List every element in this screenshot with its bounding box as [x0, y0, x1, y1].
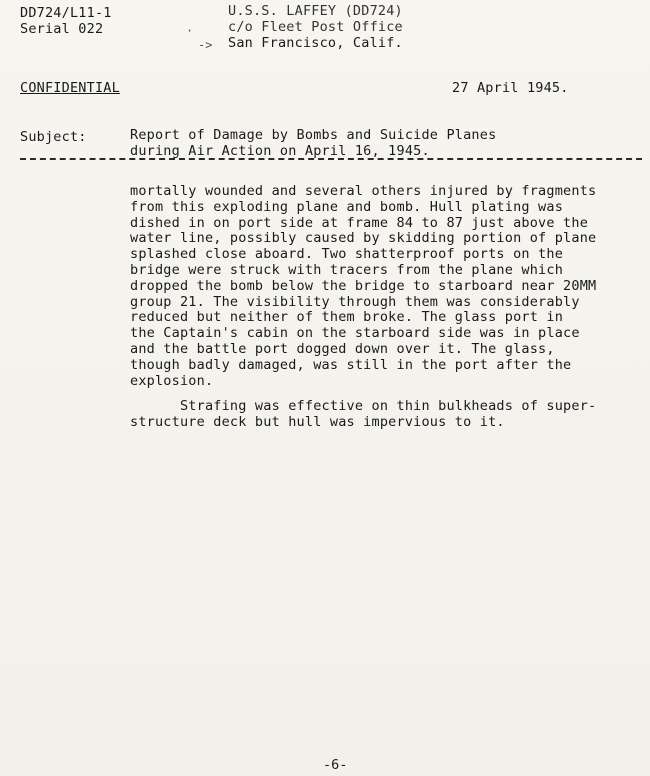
subject-line-1: Report of Damage by Bombs and Suicide Planes: [130, 127, 497, 143]
body-text-line: Strafing was effective on thin bulkheads of super-: [130, 398, 597, 414]
classification-label: CONFIDENTIAL: [20, 80, 120, 96]
ship-address-line1: c/o Fleet Post Office: [228, 19, 403, 35]
stray-mark-dot: ·: [186, 24, 194, 38]
reference-number: DD724/L11-1: [20, 5, 112, 21]
ship-address-line2: San Francisco, Calif.: [228, 35, 403, 51]
stray-mark-dash: ->: [198, 38, 213, 52]
body-text-line: explosion.: [130, 372, 214, 389]
dashed-separator: [20, 158, 642, 160]
body-text-line: water line, possibly caused by skidding portion of plane: [130, 230, 597, 247]
body-paragraph-2: [130, 399, 630, 431]
body-text-line: dished in on port side at frame 84 to 87 just above the: [130, 214, 589, 231]
body-text-line: group 21. The visibility through them was considerably: [130, 293, 580, 310]
body-text-line: structure deck but hull was impervious to it.: [130, 413, 505, 430]
ship-name: U.S.S. LAFFEY (DD724): [228, 3, 403, 19]
serial-number: Serial 022: [20, 21, 104, 37]
body-text-line: splashed close aboard. Two shatterproof ports on the: [130, 246, 564, 263]
subject-line-2: during Air Action on April 16, 1945.: [130, 143, 430, 159]
body-paragraph-1: [130, 184, 630, 389]
body-text-line: bridge were struck with tracers from the plane which: [130, 261, 564, 278]
body-text-line: from this exploding plane and bomb. Hull plating was: [130, 198, 564, 215]
body-text-line: mortally wounded and several others injured by fragments: [130, 183, 597, 199]
subject-label: Subject:: [20, 129, 87, 145]
body-text-line: dropped the bomb below the bridge to starboard near 20MM: [130, 277, 597, 294]
body-text-line: the Captain's cabin on the starboard side was in place: [130, 325, 580, 342]
body-text-line: though badly damaged, was still in the port after the: [130, 356, 572, 373]
page-number: -6-: [323, 757, 348, 773]
body-text-line: reduced but neither of them broke. The glass port in: [130, 309, 564, 326]
document-date: 27 April 1945.: [452, 80, 569, 96]
body-text-line: and the battle port dogged down over it. The glass,: [130, 340, 555, 357]
